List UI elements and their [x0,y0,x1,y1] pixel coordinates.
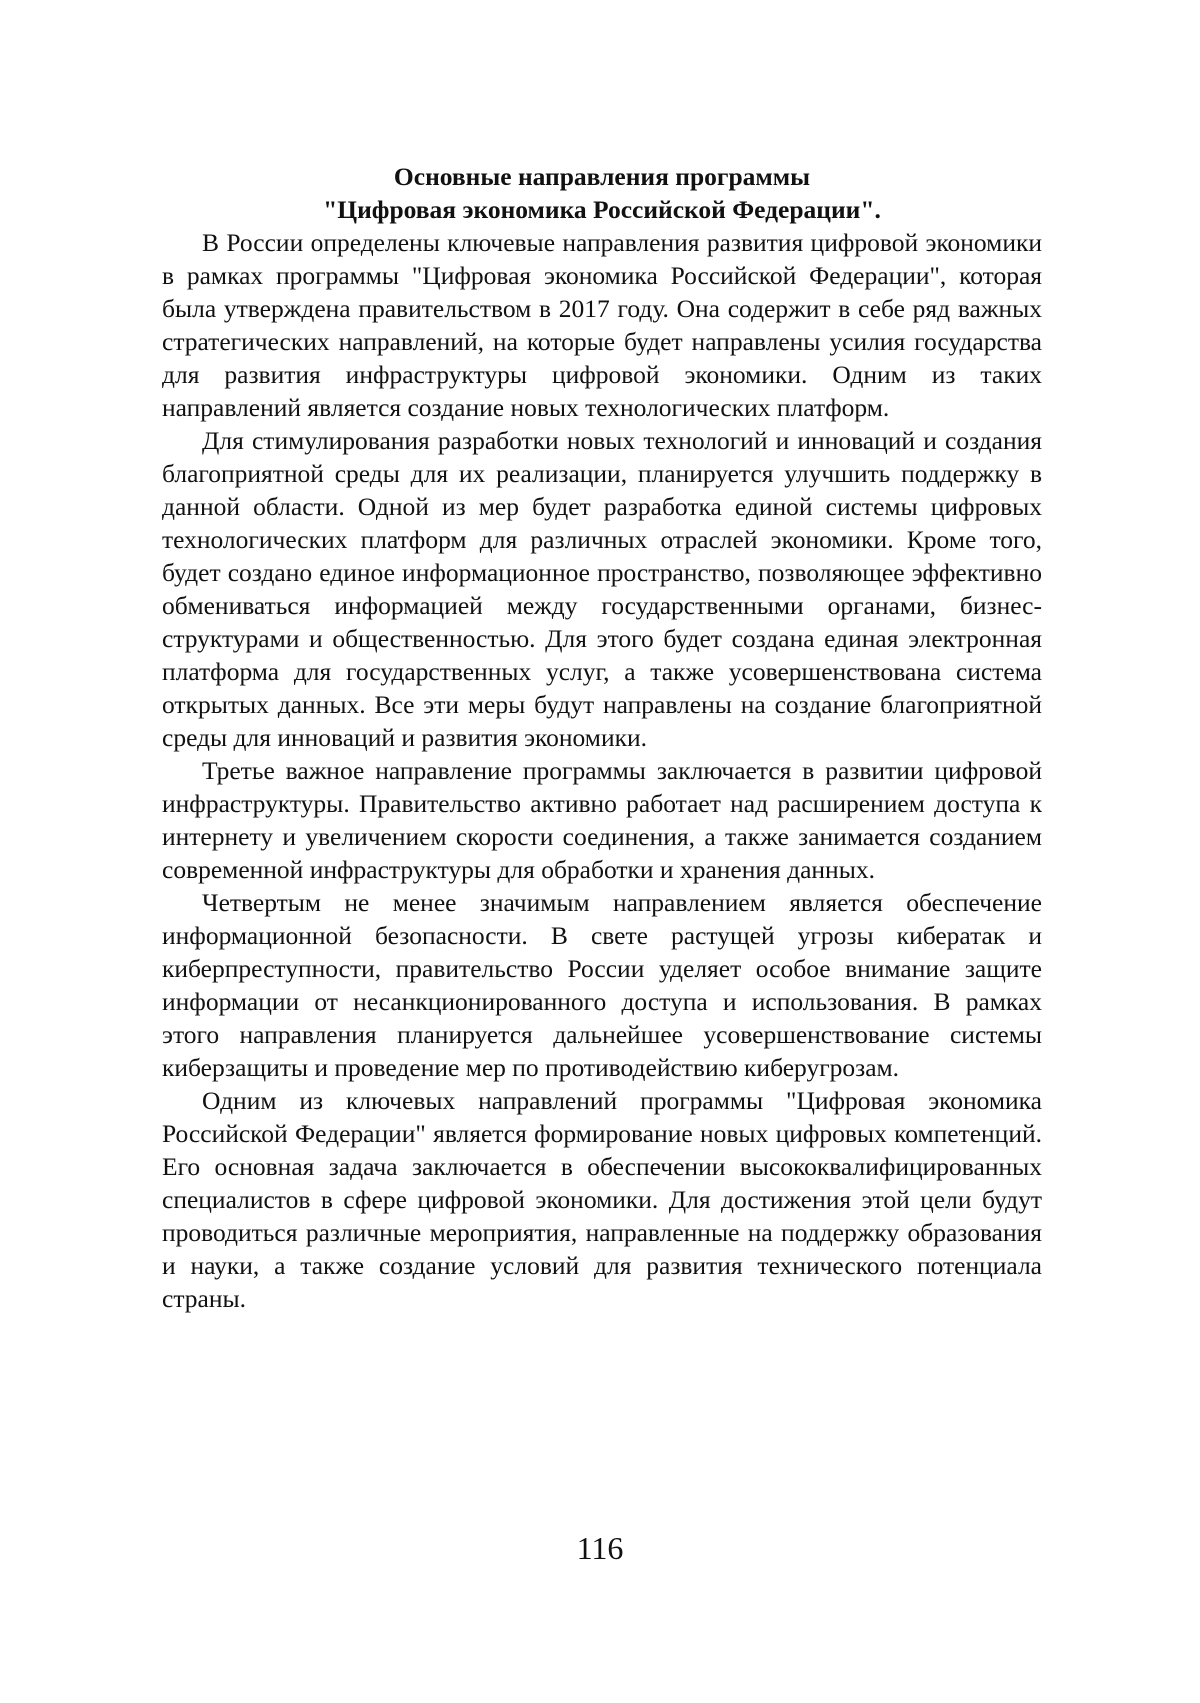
paragraph-5: Одним из ключевых направлений программы "Цифровая экономика Российской Федерации" является формирование новых цифровых компетенций. Его основная задача заключается в обеспечении высококвалифицированных специалистов в сфере цифровой экономики. Для достижения этой цели будут проводиться различные мероприятия, направленные на поддержку образования и науки, а также создание условий для развития технического потенциала страны. [162,1086,1042,1313]
title-line-2: "Цифровая экономика Российской Федерации". [323,195,881,224]
paragraph-3: Третье важное направление программы заключается в развитии цифровой инфраструктуры. Правительство активно работает над расширением доступа к интернету и увеличением скорости соединения, а также занимается созданием современной инфраструктуры для обработки и хранения данных. [162,756,1042,884]
paragraph-2: Для стимулирования разработки новых технологий и инноваций и создания благоприятной среды для их реализации, планируется улучшить поддержку в данной области. Одной из мер будет разработка единой системы цифровых технологических платформ для различных отраслей экономики. Кроме того, будет создано единое информационное пространство, позволяющее эффективно обмениваться информацией между государственными органами, бизнес-структурами и общественностью. Для этого будет создана единая электронная платформа для государственных услуг, а также усовершенствована система открытых данных. Все эти меры будут направлены на создание благоприятной среды для инноваций и развития экономики. [162,426,1042,752]
document-title [162,160,1042,226]
paragraph-1: В России определены ключевые направления развития цифровой экономики в рамках программы "Цифровая экономика Российской Федерации", которая была утверждена правительством в 2017 году. Она содержит в себе ряд важных стратегических направлений, на которые будет направлены усилия государства для развития инфраструктуры цифровой экономики. Одним из таких направлений является создание новых технологических платформ. [162,228,1042,422]
paragraph-4: Четвертым не менее значимым направлением является обеспечение информационной безопасности. В свете растущей угрозы кибератак и киберпреступности, правительство России уделяет особое внимание защите информации от несанкционированного доступа и использования. В рамках этого направления планируется дальнейшее усовершенствование системы киберзащиты и проведение мер по противодействию киберугрозам. [162,888,1042,1082]
page-body [162,160,1042,1315]
page-number: 116 [576,1530,624,1566]
title-line-1: Основные направления программы [393,162,811,191]
